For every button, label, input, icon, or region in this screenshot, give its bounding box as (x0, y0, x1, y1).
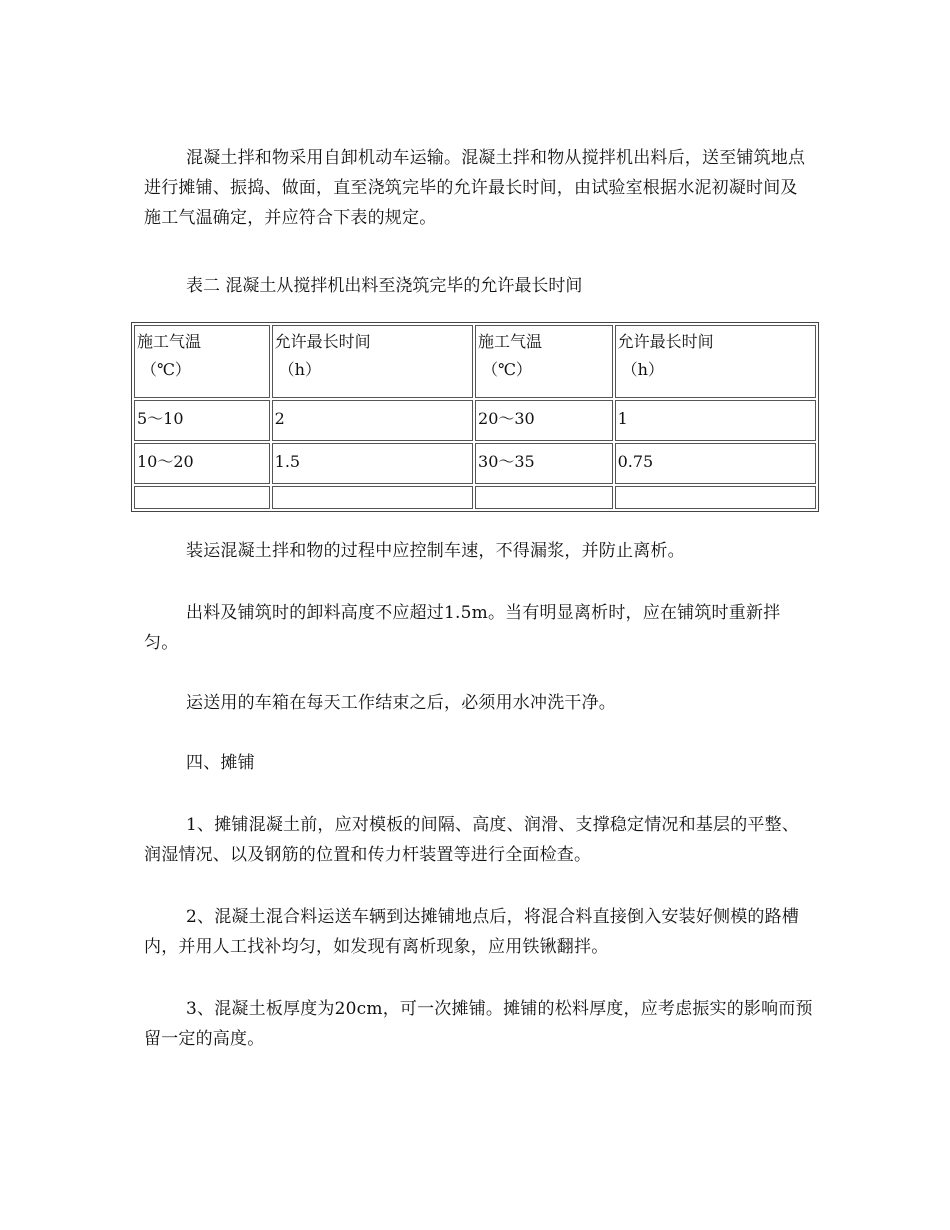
header-label: 施工气温 (137, 332, 202, 351)
table-cell: 20～30 (475, 400, 613, 441)
table-cell: 2 (272, 400, 473, 441)
header-unit: （℃） (141, 360, 191, 379)
header-unit: （h） (278, 360, 321, 379)
table-cell (615, 486, 816, 509)
table-cell (134, 486, 270, 509)
header-unit: （℃） (482, 360, 532, 379)
table-cell: 30～35 (475, 443, 613, 484)
paragraph-transport: 混凝土拌和物采用自卸机动车运输。混凝土拌和物从搅拌机出料后，送至铺筑地点进行摊铺、振捣、做面，直至浇筑完毕的允许最长时间，由试验室根据水泥初凝时间及施工气温确定，并应符合下表的规定。 (144, 148, 806, 228)
paragraph-item-2: 2、混凝土混合料运送车辆到达摊铺地点后，将混合料直接倒入安装好侧模的路槽内，并用人工找补均匀，如发现有离析现象，应用铁锹翻拌。 (144, 907, 800, 957)
header-cell-time-1 (272, 325, 473, 398)
paragraph-loading: 装运混凝土拌和物的过程中应控制车速，不得漏浆，并防止离析。 (186, 541, 685, 561)
header-cell-time-2 (615, 325, 816, 398)
header-label: 允许最长时间 (617, 332, 714, 351)
time-limit-table (131, 322, 819, 512)
table-row-empty (134, 486, 816, 509)
header-cell-temp-2 (475, 325, 613, 398)
table-row (134, 400, 816, 441)
table-cell: 10～20 (134, 443, 270, 484)
table-row (134, 443, 816, 484)
table-cell: 5～10 (134, 400, 270, 441)
table-cell: 1.5 (272, 443, 473, 484)
table-cell (272, 486, 473, 509)
table-header-row (134, 325, 816, 398)
section-heading-paving: 四、摊铺 (186, 753, 255, 773)
paragraph-discharge: 出料及铺筑时的卸料高度不应超过1.5m。当有明显离析时，应在铺筑时重新拌匀。 (144, 603, 781, 653)
header-cell-temp-1 (134, 325, 270, 398)
header-label: 允许最长时间 (274, 332, 371, 351)
table-cell (475, 486, 613, 509)
table-cell: 1 (615, 400, 816, 441)
table-cell: 0.75 (615, 443, 816, 484)
paragraph-item-3: 3、混凝土板厚度为20cm，可一次摊铺。摊铺的松料厚度，应考虑振实的影响而预留一定的高度。 (144, 999, 813, 1049)
paragraph-cleaning: 运送用的车箱在每天工作结束之后，必须用水冲洗干净。 (186, 693, 616, 713)
table-caption: 表二 混凝土从搅拌机出料至浇筑完毕的允许最长时间 (186, 276, 583, 296)
header-label: 施工气温 (478, 332, 543, 351)
header-unit: （h） (621, 360, 664, 379)
paragraph-item-1: 1、摊铺混凝土前，应对模板的间隔、高度、润滑、支撑稳定情况和基层的平整、润湿情况、以及钢筋的位置和传力杆装置等进行全面检查。 (144, 815, 800, 865)
